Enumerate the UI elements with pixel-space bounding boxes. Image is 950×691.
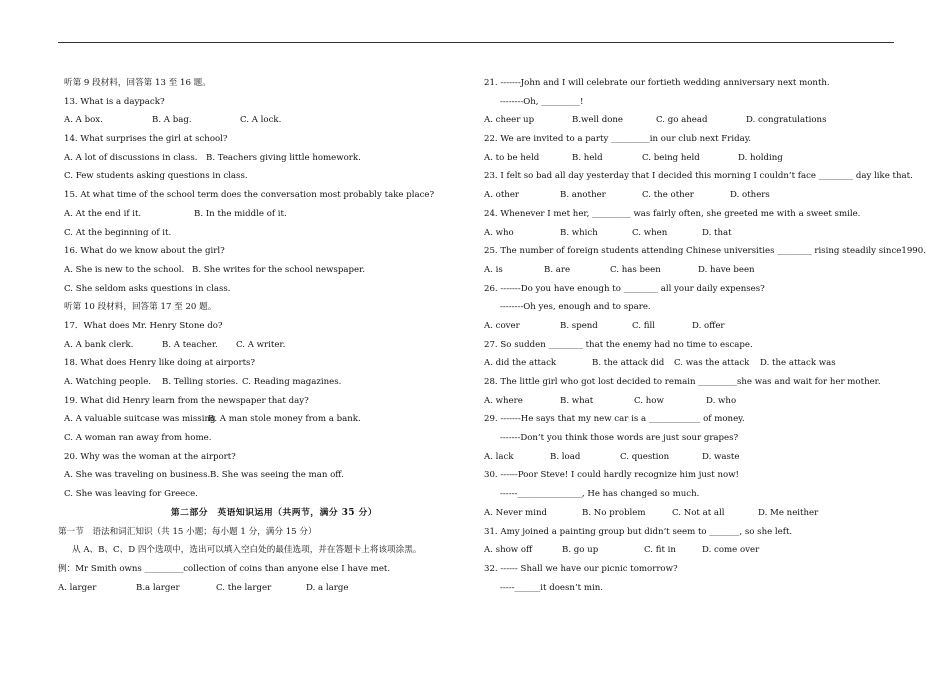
option-16-b: B. She writes for the school newspaper. (192, 264, 365, 275)
question-28: 28. The little girl who got lost decided to remain _________she was and wait for her mother. (484, 377, 881, 387)
section-9-heading: 听第 9 段材料，回答第 13 至 16 题。 (64, 78, 211, 88)
header-rule (58, 42, 894, 43)
option-22-d: D. holding (738, 152, 783, 163)
section-1-heading: 第一节 语法和词汇知识（共 15 小题；每小题 1 分，满分 15 分） (58, 526, 317, 537)
option-29-b: B. load (550, 451, 581, 462)
option-18-a: A. Watching people. (64, 377, 152, 387)
question-32: 32. ------ Shall we have our picnic tomorrow? (484, 563, 678, 574)
question-31: 31. Amy joined a painting group but didn’t seem to _______, so she left. (484, 526, 793, 537)
left-column (58, 74, 484, 597)
question-20: 20. Why was the woman at the airport? (64, 451, 236, 462)
option-28-d: D. who (706, 395, 737, 406)
right-column (484, 74, 926, 597)
question-18: 18. What does Henry like doing at airports? (64, 358, 256, 369)
option-21-a: A. cheer up (484, 115, 535, 126)
example-options (58, 579, 484, 598)
option-28-b: B. what (560, 395, 594, 406)
question-23: 23. I felt so bad all day yesterday that I decided this morning I couldn’t face ________ day like that. (484, 171, 913, 182)
question-14: 14. What surprises the girl at school? (64, 134, 228, 145)
question-21: 21. -------John and I will celebrate our fortieth wedding anniversary next month. (484, 78, 830, 88)
section-10-heading: 听第 10 段材料，回答第 17 至 20 题。 (64, 302, 217, 313)
options-26 (484, 317, 894, 336)
question-32-reply: -----______it doesn’t min. (500, 582, 604, 593)
option-13-a: A. A box. (64, 115, 103, 126)
question-19: 19. What did Henry learn from the newspaper that day? (64, 395, 309, 406)
option-27-d: D. the attack was (760, 358, 836, 369)
option-30-b: B. No problem (582, 507, 646, 518)
question-24: 24. Whenever I met her, _________ was fairly often, she greeted me with a sweet smile. (484, 208, 861, 219)
option-17-b: B. A teacher. (162, 339, 218, 350)
option-18-c: C. Reading magazines. (242, 377, 342, 387)
option-29-c: C. question (620, 451, 670, 462)
option-15-c: C. At the beginning of it. (64, 227, 172, 238)
question-29-reply: -------Don’t you think those words are just sour grapes? (500, 433, 739, 444)
option-25-d: D. have been (698, 264, 755, 275)
option-22-c: C. being held (642, 152, 700, 163)
option-23-a: A. other (484, 190, 520, 201)
option-26-b: B. spend (560, 320, 598, 331)
question-13: 13. What is a daypack? (64, 96, 165, 107)
option-26-c: C. fill (632, 320, 655, 331)
option-19-a: A. A valuable suitcase was missing (64, 414, 216, 425)
options-25 (484, 261, 894, 280)
example-option-d: D. a large (306, 582, 349, 593)
option-31-b: B. go up (562, 545, 599, 556)
example-question: 例：Mr Smith owns _________collection of coins than anyone else I have met. (58, 563, 391, 574)
options-20 (64, 466, 484, 485)
option-24-a: A. who (484, 227, 514, 238)
question-26: 26. -------Do you have enough to ________ all your daily expenses? (484, 283, 765, 294)
options-22 (484, 149, 894, 168)
example-option-a: A. larger (58, 582, 97, 593)
options-21 (484, 111, 894, 130)
option-21-c: C. go ahead (656, 115, 708, 126)
part-2-heading: 第二部分 英语知识运用（共两节，满分 35 分） (170, 507, 378, 518)
option-24-b: B. which (560, 227, 598, 238)
option-20-a: A. She was traveling on business. (64, 470, 211, 481)
option-13-b: B. A bag. (152, 115, 192, 126)
example-option-b: B.a larger (136, 582, 180, 593)
question-26-reply: --------Oh yes, enough and to spare. (500, 302, 651, 313)
options-13 (64, 111, 484, 130)
option-26-a: A. cover (484, 320, 520, 331)
question-30: 30. ------Poor Steve! I could hardly recognize him just now! (484, 470, 740, 481)
option-25-b: B. are (544, 264, 571, 275)
option-31-a: A. show off (484, 545, 533, 556)
option-18-b: B. Telling stories. (162, 377, 239, 387)
option-14-b: B. Teachers giving little homework. (206, 152, 361, 163)
question-21-reply: --------Oh, _________! (500, 96, 584, 107)
options-27 (484, 354, 894, 373)
option-21-b: B.well done (572, 115, 624, 126)
option-30-d: D. Me neither (758, 507, 819, 518)
options-16 (64, 261, 484, 280)
question-17: 17．What does Mr. Henry Stone do? (64, 320, 223, 331)
option-15-a: A. At the end if it. (64, 208, 142, 219)
options-29 (484, 448, 894, 467)
option-27-c: C. was the attack (674, 358, 750, 369)
option-14-a: A. A lot of discussions in class. (64, 152, 198, 163)
option-23-b: B. another (560, 190, 606, 201)
option-23-d: D. others (730, 190, 770, 201)
options-14 (64, 149, 484, 168)
question-25: 25. The number of foreign students attending Chinese universities ________ rising steadily since1990. (484, 246, 926, 257)
options-28 (484, 392, 894, 411)
question-15: 15. At what time of the school term does the conversation most probably take place? (64, 190, 435, 201)
option-29-a: A. lack (484, 451, 514, 462)
option-13-c: C. A lock. (240, 115, 282, 126)
options-17 (64, 336, 484, 355)
option-26-d: D. offer (692, 320, 725, 331)
option-20-c: C. She was leaving for Greece. (64, 489, 198, 500)
option-27-b: B. the attack did (592, 358, 665, 369)
instructions: 从 A、B、C、D 四个选项中，选出可以填入空白处的最佳选项，并在答题卡上将该项涂黑。 (72, 545, 422, 556)
option-28-c: C. how (634, 395, 664, 406)
option-25-c: C. has been (610, 264, 661, 275)
option-22-a: A. to be held (484, 152, 540, 163)
option-21-d: D. congratulations (746, 115, 827, 126)
option-22-b: B. held (572, 152, 603, 163)
options-24 (484, 224, 894, 243)
options-15 (64, 205, 484, 224)
option-30-a: A. Never mind (484, 507, 547, 518)
option-17-c: C. A writer. (236, 339, 286, 350)
option-30-c: C. Not at all (672, 507, 725, 518)
options-31 (484, 541, 894, 560)
option-29-d: D. waste (702, 451, 740, 462)
example-option-c: C. the larger (216, 582, 272, 593)
option-31-c: C. fit in (644, 545, 676, 556)
option-25-a: A. is (484, 264, 503, 275)
question-30-reply: ------_______________, He has changed so much. (500, 489, 700, 500)
question-27: 27. So sudden ________ that the enemy had no time to escape. (484, 339, 753, 350)
options-18 (64, 373, 484, 392)
option-14-c: C. Few students asking questions in class. (64, 171, 248, 182)
question-16: 16. What do we know about the girl? (64, 246, 225, 257)
option-16-c: C. She seldom asks questions in class. (64, 283, 231, 294)
options-30 (484, 504, 894, 523)
option-15-b: B. In the middle of it. (194, 208, 287, 219)
question-22: 22. We are invited to a party _________in our club next Friday. (484, 134, 752, 145)
option-19-b: B. A man stole money from a bank. (208, 414, 361, 425)
option-24-c: C. when (632, 227, 668, 238)
option-23-c: C. the other (642, 190, 694, 201)
option-19-c: C. A woman ran away from home. (64, 433, 212, 444)
option-17-a: A. A bank clerk. (64, 339, 134, 350)
option-24-d: D. that (702, 227, 732, 238)
option-20-b: B. She was seeing the man off. (210, 470, 344, 481)
option-16-a: A. She is new to the school. (64, 264, 185, 275)
option-31-d: D. come over (702, 545, 760, 556)
options-19 (64, 410, 484, 429)
question-29: 29. -------He says that my new car is a ____________ of money. (484, 414, 745, 425)
options-23 (484, 186, 894, 205)
option-28-a: A. where (484, 395, 523, 406)
option-27-a: A. did the attack (484, 358, 557, 369)
